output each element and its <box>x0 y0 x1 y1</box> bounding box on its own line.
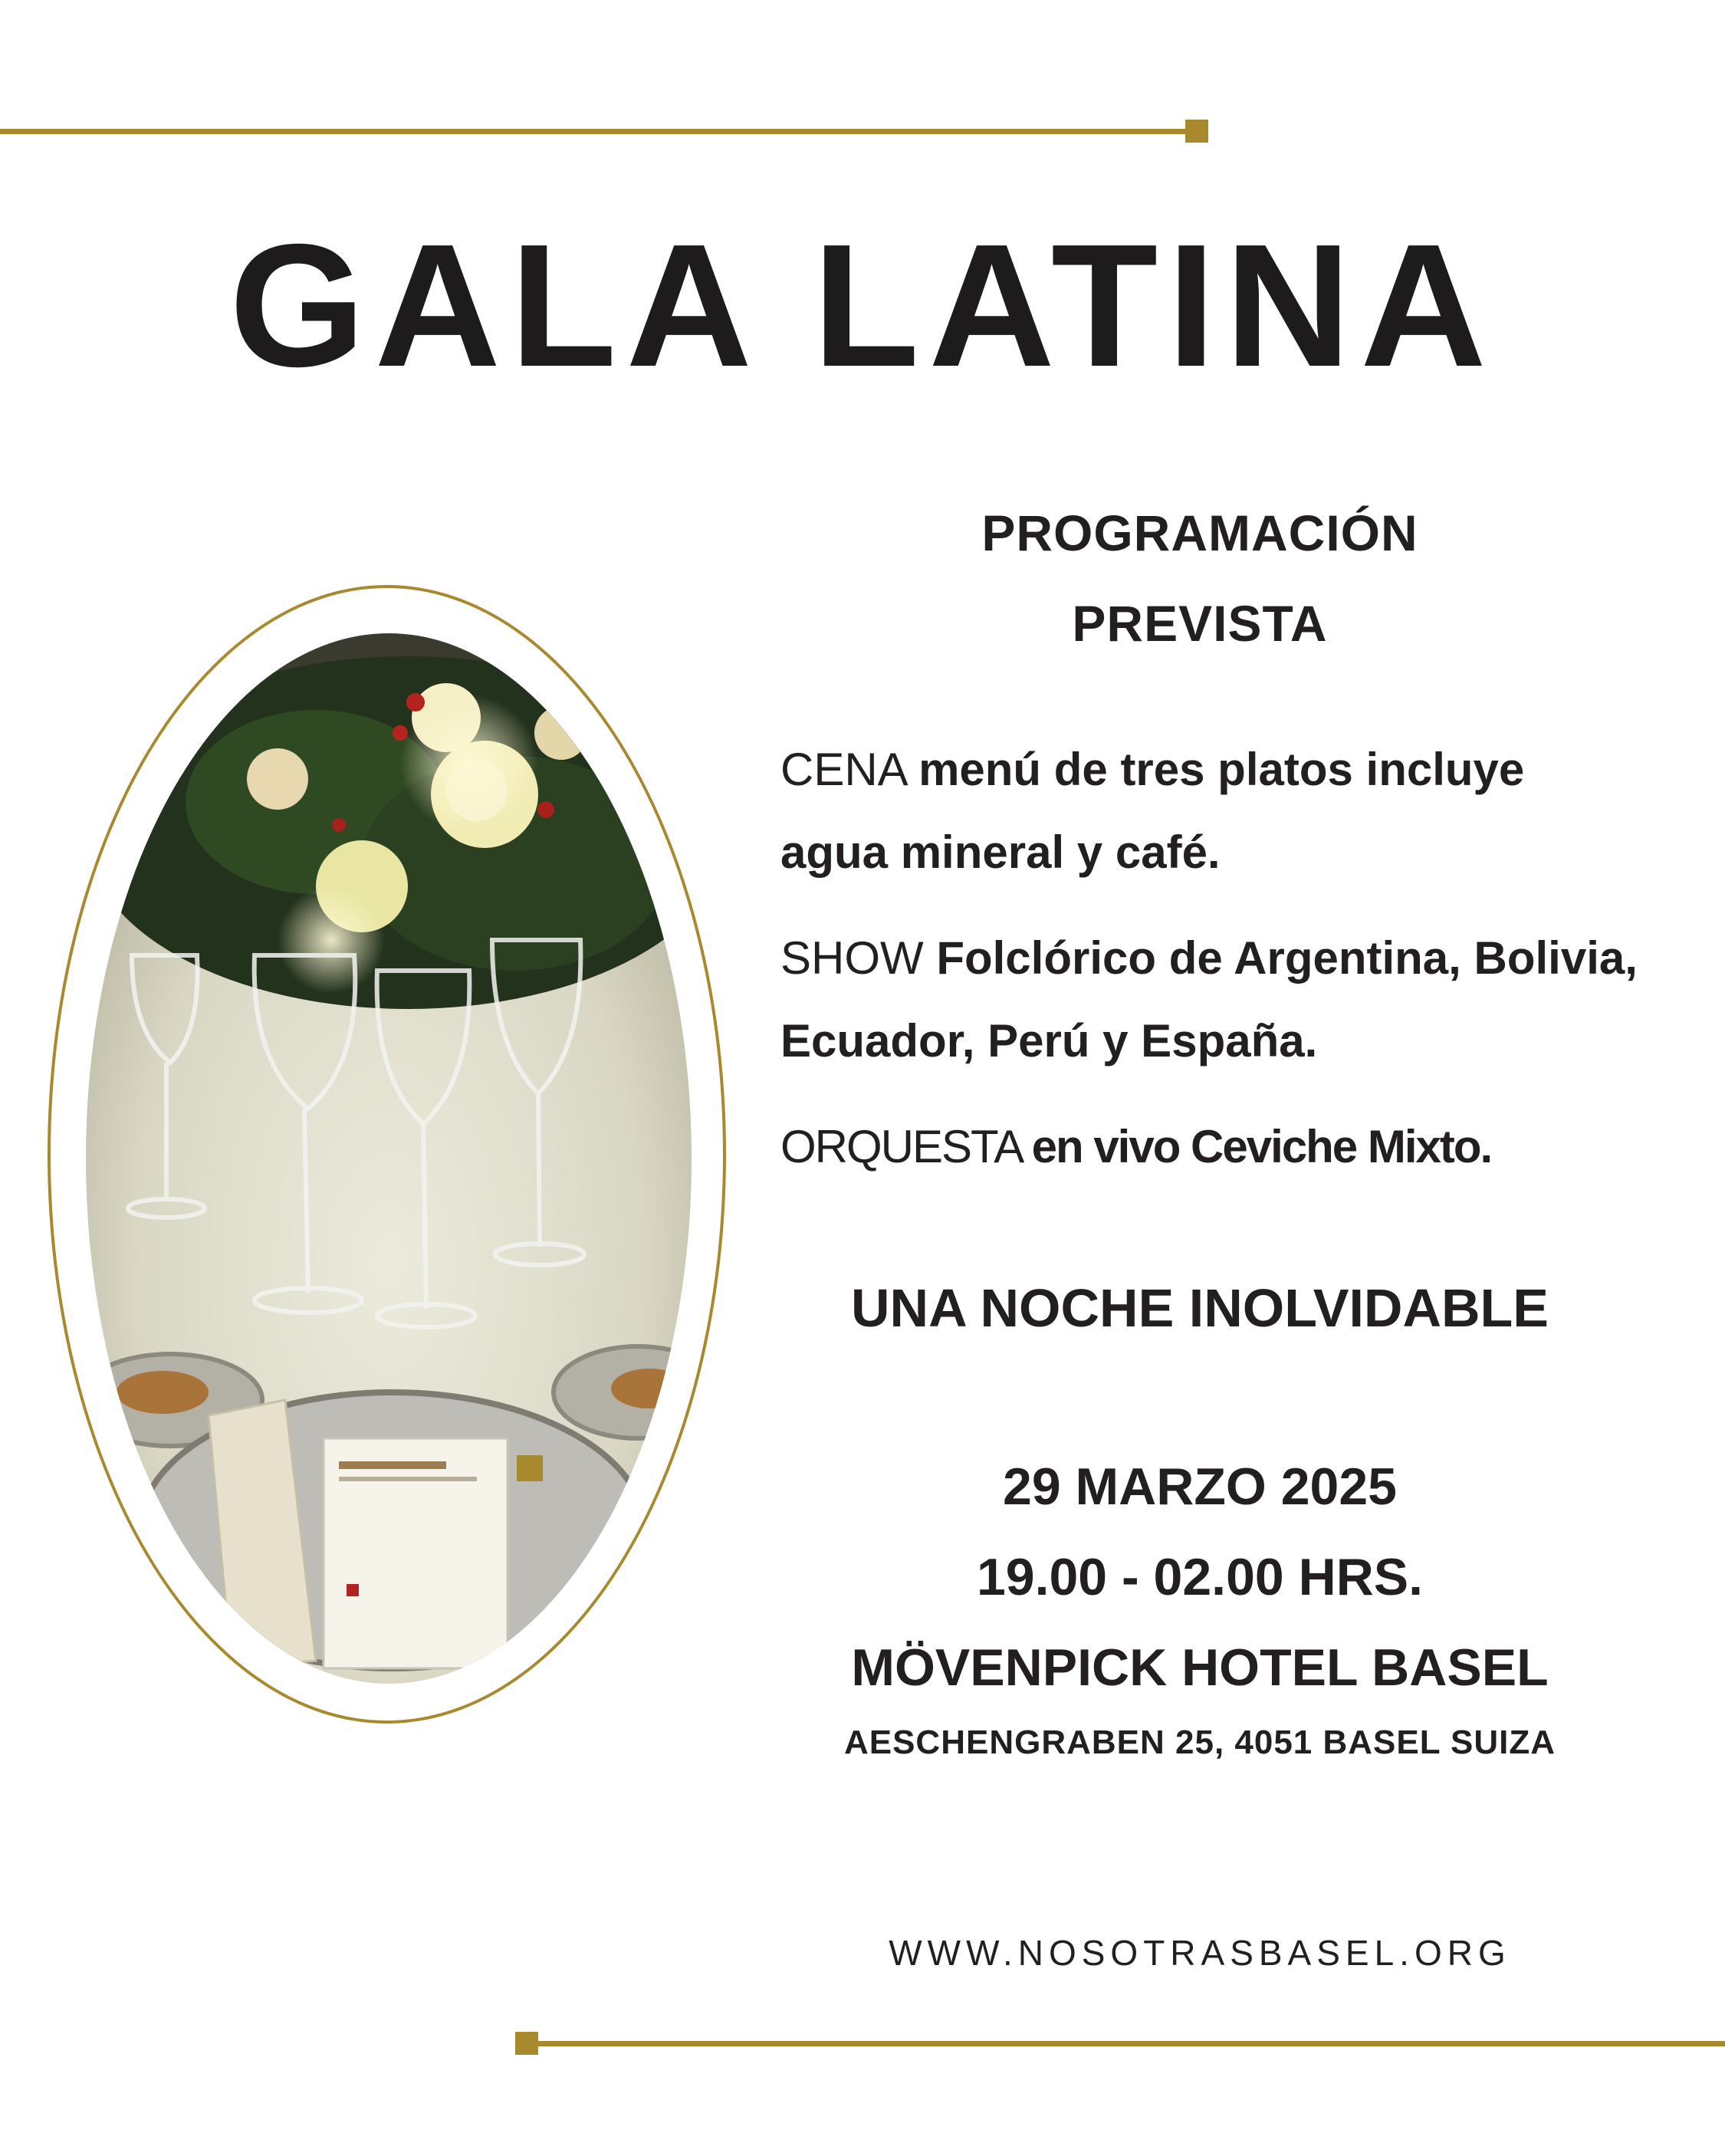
event-venue: MÖVENPICK HOTEL BASEL <box>851 1638 1549 1697</box>
program-item-show <box>780 917 1639 1083</box>
table-setting-photo <box>86 633 692 1684</box>
top-divider-square <box>1185 120 1208 143</box>
event-address: AESCHENGRABEN 25, 4051 BASEL SUIZA <box>843 1724 1556 1761</box>
bottom-divider-square <box>515 2032 538 2055</box>
program-heading <box>767 488 1633 669</box>
event-details <box>767 1441 1633 1713</box>
event-date: 29 MARZO 2025 <box>1003 1458 1397 1516</box>
program-heading-line2: PREVISTA <box>1072 595 1328 652</box>
bottom-divider-line <box>529 2041 1725 2046</box>
gold-square-accent <box>517 1455 543 1481</box>
program-heading-line1: PROGRAMACIÓN <box>981 504 1418 561</box>
program-item-label: CENA <box>780 744 906 795</box>
event-time: 19.00 - 02.00 HRS. <box>976 1548 1424 1606</box>
program-item-orchestra <box>780 1106 1639 1188</box>
tagline: UNA NOCHE INOLVIDABLE <box>851 1278 1549 1338</box>
program-item-label: ORQUESTA <box>780 1121 1020 1172</box>
top-divider-line <box>0 129 1196 134</box>
program-item-description: menú de tres platos incluye agua mineral y café. <box>780 744 1525 878</box>
website-link[interactable]: WWW.NOSOTRASBASEL.ORG <box>889 1933 1511 1973</box>
program-item-description: Folclórico de Argentina, Bolivia, Ecuador, Perú y España. <box>780 932 1638 1066</box>
program-item-label: SHOW <box>780 932 924 984</box>
event-title: GALA LATINA <box>229 209 1496 403</box>
program-item-description: en vivo Ceviche Mixto. <box>1031 1121 1492 1172</box>
program-item-dinner <box>780 728 1639 894</box>
